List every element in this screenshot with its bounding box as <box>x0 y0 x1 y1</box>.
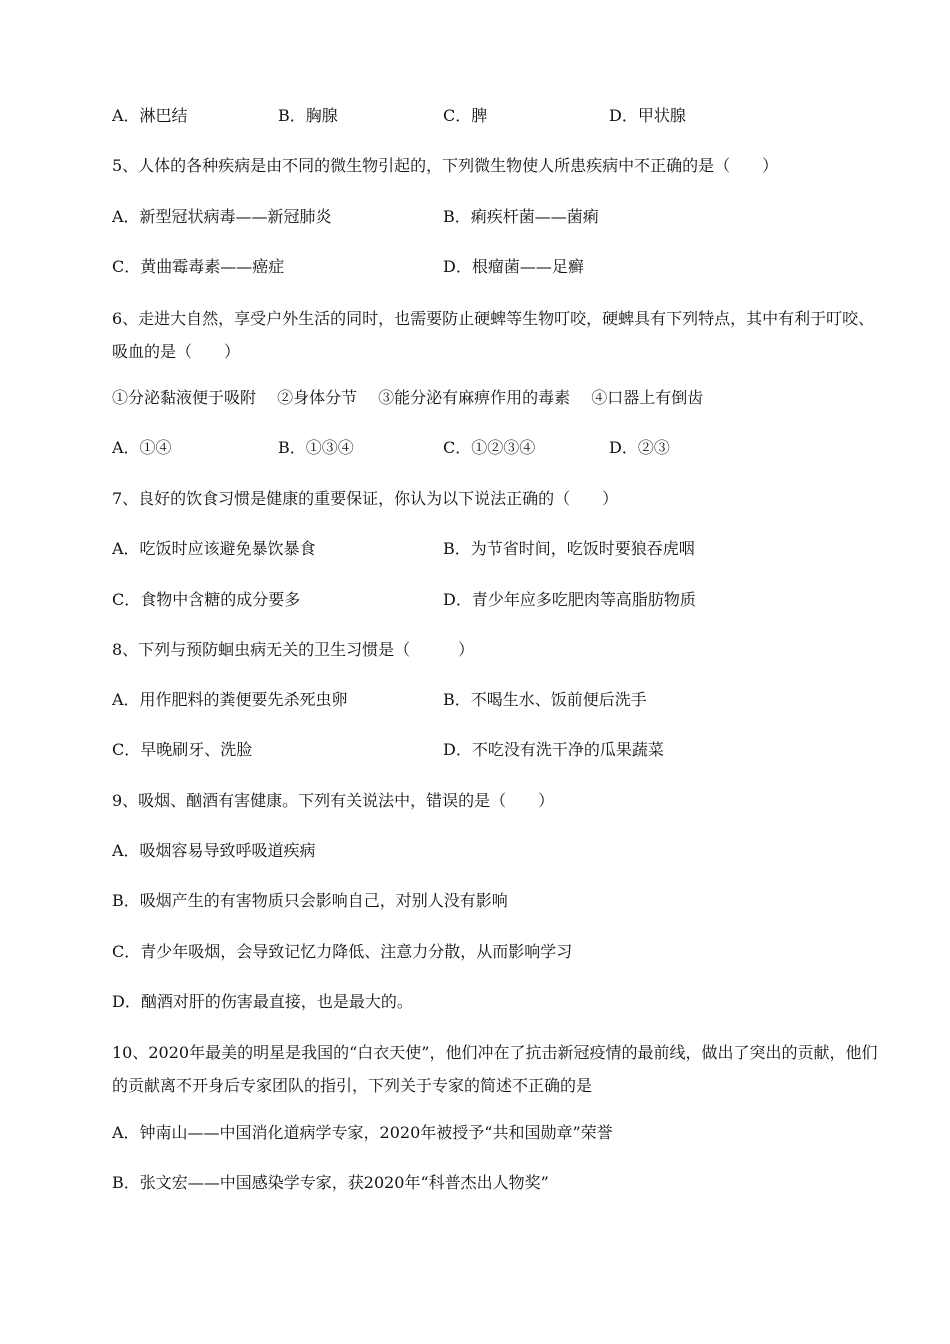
q6-option-b: B．①③④ <box>278 438 354 457</box>
q9-option-d: D．酗酒对肝的伤害最直接，也是最大的。 <box>112 992 413 1011</box>
q4-option-a: A．淋巴结 <box>112 106 188 125</box>
q6-option-d: D．②③ <box>609 438 670 457</box>
q8-option-a: A．用作肥料的粪便要先杀死虫卵 <box>112 690 348 709</box>
q8-option-c: C．早晚刷牙、洗脸 <box>112 740 253 759</box>
q7-stem: 7、良好的饮食习惯是健康的重要保证，你认为以下说法正确的（ ） <box>112 489 619 508</box>
q6-option-a: A．①④ <box>112 438 172 457</box>
q5-option-c: C．黄曲霉毒素——癌症 <box>112 257 285 276</box>
q5-stem: 5、人体的各种疾病是由不同的微生物引起的，下列微生物使人所患疾病中不正确的是（ ） <box>112 156 779 175</box>
q4-option-b: B．胸腺 <box>278 106 338 125</box>
q10-option-a: A．钟南山——中国消化道病学专家，2020年被授予“共和国勋章”荣誉 <box>112 1123 613 1142</box>
q6-statements: ①分泌黏液便于吸附 ②身体分节 ③能分泌有麻痹作用的毒素 ④口器上有倒齿 <box>112 388 704 407</box>
q9-stem: 9、吸烟、酗酒有害健康。下列有关说法中，错误的是（ ） <box>112 791 555 810</box>
q6-option-c: C．①②③④ <box>443 438 536 457</box>
q4-option-c: C．脾 <box>443 106 488 125</box>
q5-option-a: A．新型冠状病毒——新冠肺炎 <box>112 207 332 226</box>
q5-option-b: B．痢疾杆菌——菌痢 <box>443 207 599 226</box>
q6-stem: 6、走进大自然，享受户外生活的同时，也需要防止硬蜱等生物叮咬，硬蜱具有下列特点，其中有利于叮咬、吸血的是（ ） <box>112 309 875 361</box>
q9-option-c: C．青少年吸烟，会导致记忆力降低、注意力分散，从而影响学习 <box>112 942 573 961</box>
q7-option-a: A．吃饭时应该避免暴饮暴食 <box>112 539 316 558</box>
q9-option-a: A．吸烟容易导致呼吸道疾病 <box>112 841 316 860</box>
q10-stem: 10、2020年最美的明星是我国的“白衣天使”，他们冲在了抗击新冠疫情的最前线，做出了突出的贡献，他们的贡献离不开身后专家团队的指引，下列关于专家的简述不正确的是 <box>112 1043 878 1095</box>
q9-option-b: B．吸烟产生的有害物质只会影响自己，对别人没有影响 <box>112 891 508 910</box>
q7-option-b: B．为节省时间，吃饭时要狼吞虎咽 <box>443 539 695 558</box>
q10-option-b: B．张文宏——中国感染学专家，获2020年“科普杰出人物奖” <box>112 1173 549 1192</box>
q7-option-d: D．青少年应多吃肥肉等高脂肪物质 <box>443 590 696 609</box>
q4-option-d: D．甲状腺 <box>609 106 686 125</box>
q7-option-c: C．食物中含糖的成分要多 <box>112 590 301 609</box>
q5-option-d: D．根瘤菌——足癣 <box>443 257 584 276</box>
q8-option-b: B．不喝生水、饭前便后洗手 <box>443 690 647 709</box>
q8-stem: 8、下列与预防蛔虫病无关的卫生习惯是（ ） <box>112 640 475 659</box>
q8-option-d: D．不吃没有洗干净的瓜果蔬菜 <box>443 740 664 759</box>
